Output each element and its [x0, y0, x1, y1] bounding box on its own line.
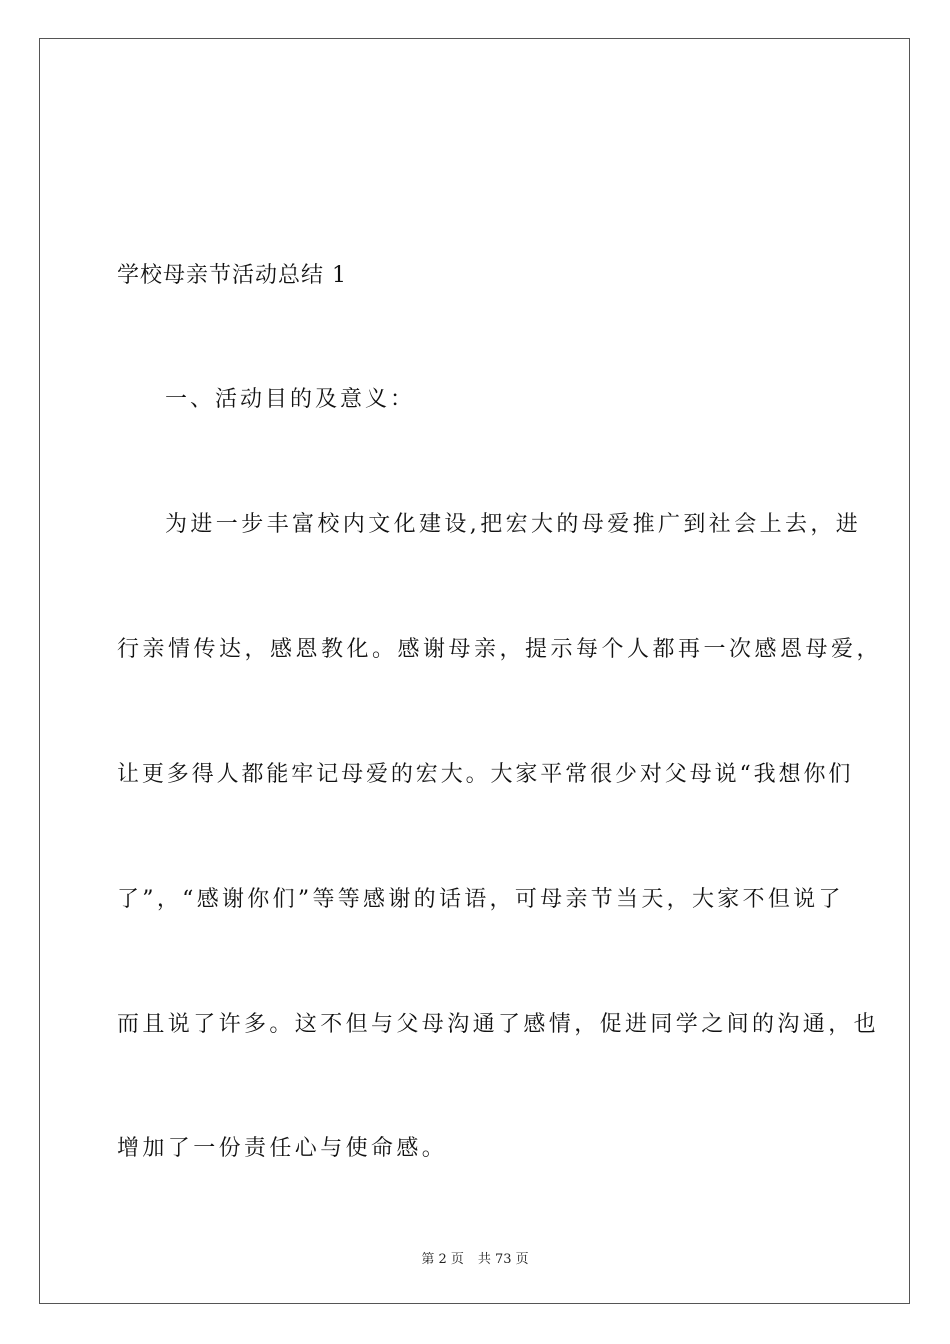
page-total: 共 73 页 — [477, 1252, 529, 1267]
paragraph-line-2: 行亲情传达，感恩教化。感谢母亲，提示每个人都再一次感恩母爱， — [117, 637, 883, 662]
page-number: 第 2 页 — [421, 1252, 464, 1267]
paragraph-line-6: 增加了一份责任心与使命感。 — [117, 1136, 448, 1161]
paragraph-line-5: 而且说了许多。这不但与父母沟通了感情，促进同学之间的沟通，也 — [117, 1012, 880, 1037]
paragraph-line-1: 为进一步丰富校内文化建设,把宏大的母爱推广到社会上去，进 — [165, 512, 862, 537]
section-heading: 一、活动目的及意义： — [165, 387, 416, 412]
page-border — [39, 38, 910, 1304]
paragraph-line-3: 让更多得人都能牢记母爱的宏大。大家平常很少对父母说“我想你们 — [117, 762, 854, 787]
page-footer — [0, 1248, 950, 1267]
document-title: 学校母亲节活动总结 1 — [117, 263, 347, 288]
paragraph-line-4: 了”，“感谢你们”等等感谢的话语，可母亲节当天，大家不但说了 — [117, 887, 844, 912]
